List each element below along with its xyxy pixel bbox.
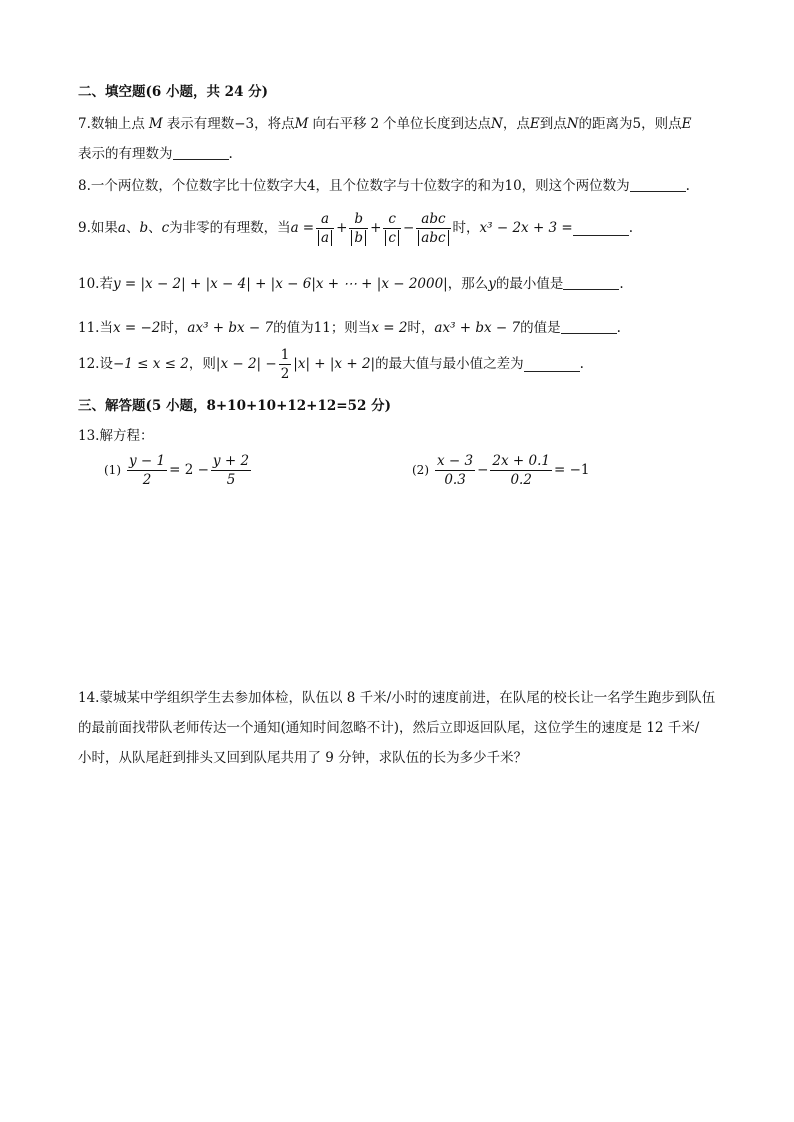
fraction-one-half: $\frac{1}{2}$: [280, 346, 290, 382]
question-10: 10.若y = |x − 2| + |x − 4| + |x − 6|x + ⋯ + |x − 2000|，那么y的最小值是 .: [78, 276, 624, 292]
question-14-line-3: 小时，从队尾赶到排头又回到队尾共用了 9 分钟，求队伍的长为多少千米？: [78, 750, 528, 766]
question-8: 8.一个两位数，个位数字比十位数字大4，且个位数字与十位数字的和为10，则这个两位数为 .: [78, 178, 690, 194]
answer-blank-7[interactable]: [173, 145, 229, 160]
fraction-b: $\frac{b}{b}$: [349, 210, 368, 247]
answer-blank-9[interactable]: [573, 221, 629, 236]
fraction-a: $\frac{a}{a}$: [316, 210, 334, 247]
question-14-line-1: 14.蒙城某中学组织学生去参加体检，队伍以 8 千米/小时的速度前进，在队尾的校长让一名学生跑步到队伍: [78, 690, 716, 706]
question-13-title: 13.解方程：: [78, 428, 154, 444]
question-9: 9.如果 a 、 b 、 c 为非零的有理数，当 a = $\frac{a}{a}$ + $\frac{b}{b}$ + $\frac{c}{c}$ − $\frac{\text{abc}}{\text{abc}}$ 时， x³ − 2x + 3 = .: [78, 210, 634, 246]
section-title-solve: 三、解答题(5 小题，8+10+10+12+12=52 分): [78, 398, 391, 414]
answer-blank-11[interactable]: [561, 319, 617, 334]
section-title-fill-in: 二、填空题(6 小题，共 24 分): [78, 84, 269, 100]
question-11: 11.当x = −2时，ax³ + bx − 7的值为11；则当x = 2时，ax³ + bx − 7的值是 .: [78, 320, 621, 336]
fraction-13-1-right: $\frac{y + 2}{5}$: [212, 452, 250, 488]
question-13-part-1: (1) $\frac{y - 1}{2}$ = 2 − $\frac{y + 2}{5}$: [104, 452, 250, 488]
fraction-13-2-left: $\frac{x - 3}{0.3}$: [437, 452, 474, 488]
fraction-abc: $\frac{\text{abc}}{\text{abc}}$: [416, 210, 450, 247]
answer-blank-8[interactable]: [630, 177, 686, 192]
fraction-c: $\frac{c}{c}$: [383, 210, 401, 247]
answer-blank-12[interactable]: [524, 357, 580, 372]
question-13-part-2: (2) $\frac{x - 3}{0.3}$ − $\frac{2x + 0.1}{0.2}$ = −1: [412, 452, 590, 488]
question-14-line-2: 的最前面找带队老师传达一个通知(通知时间忽略不计)，然后立即返回队尾，这位学生的速度是 12 千米/: [78, 720, 700, 736]
answer-blank-10[interactable]: [563, 275, 619, 290]
question-12: 12.设 −1 ≤ x ≤ 2 ，则 |x − 2| − $\frac{1}{2}$ |x| + |x + 2| 的最大值与最小值之差为 .: [78, 346, 584, 382]
fraction-13-2-right: $\frac{2x + 0.1}{0.2}$: [492, 452, 550, 488]
fraction-13-1-left: $\frac{y - 1}{2}$: [129, 452, 166, 488]
question-7-line-1: 7.数轴上点 M 表示有理数−3，将点M 向右平移 2 个单位长度到达点N，点E到点N的距离为5，则点E: [78, 116, 692, 132]
question-7-line-2: 表示的有理数为 .: [78, 146, 233, 162]
